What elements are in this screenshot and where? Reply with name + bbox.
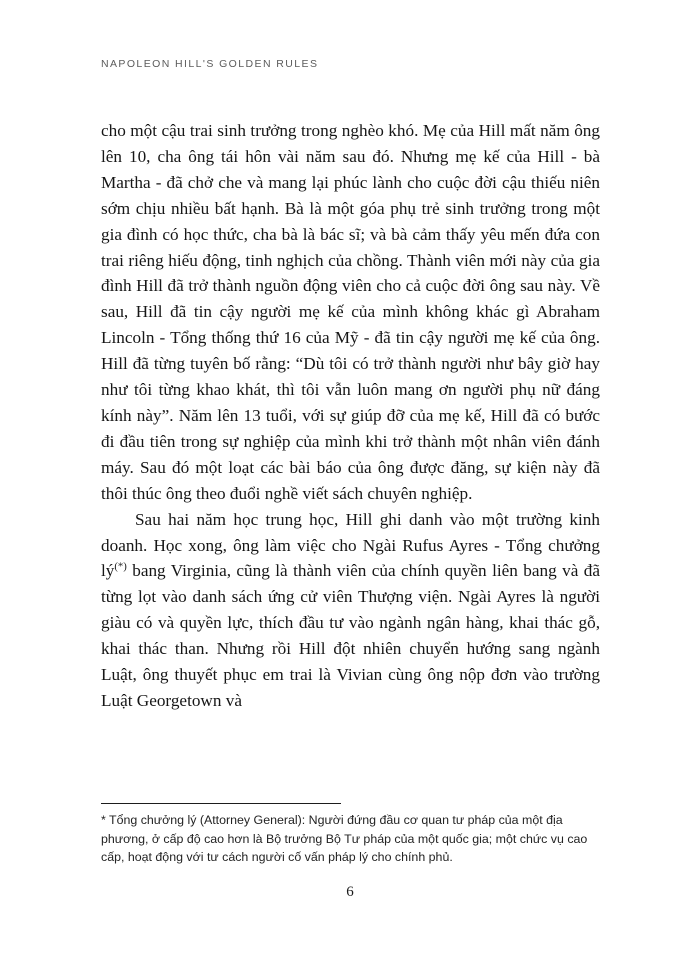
body-text-column <box>101 118 600 714</box>
body-paragraph: cho một cậu trai sinh trưởng trong nghèo khó. Mẹ của Hill mất năm ông lên 10, cha ông tái hôn vài năm sau đó. Nhưng mẹ kế của Hill - bà Martha - đã chở che và mang lại phúc lành cho cuộc đời cậu thiếu niên sớm chịu nhiều bất hạnh. Bà là một góa phụ trẻ sinh trưởng trong một gia đình có học thức, cha bà là bác sĩ; và bà cảm thấy yêu mến đứa con trai riêng hiếu động, tinh nghịch của chồng. Thành viên mới này của gia đình Hill đã trở thành nguồn động viên cho cả cuộc đời ông sau này. Về sau, Hill đã tin cậy người mẹ kế của mình không khác gì Abraham Lincoln - Tổng thống thứ 16 của Mỹ - đã tin cậy người mẹ kế của ông. Hill đã từng tuyên bố rằng: “Dù tôi có trở thành người như bây giờ hay như tôi từng khao khát, thì tôi vẫn luôn mang ơn người phụ nữ đáng kính này”. Năm lên 13 tuổi, với sự giúp đỡ của mẹ kế, Hill đã có bước đi đầu tiên trong sự nghiệp của mình khi trở thành một nhân viên đánh máy. Sau đó một loạt các bài báo của ông được đăng, sự kiện này đã thôi thúc ông theo đuổi nghề viết sách chuyên nghiệp. <box>101 121 600 503</box>
running-header: NAPOLEON HILL'S GOLDEN RULES <box>101 58 319 70</box>
paragraph-text-before-footnote-marker: Sau hai năm học trung học, Hill ghi danh vào một trường kinh doanh. Học xong, ông làm việc cho Ngài Rufus Ayres - Tổng chưởng lý <box>101 509 600 581</box>
footnote-reference-marker: (*) <box>114 561 127 573</box>
paragraph-text-after-footnote-marker: bang Virginia, cũng là thành viên của chính quyền liên bang và đã từng lọt vào danh sách ứng cử viên Thượng viện. Ngài Ayres là người giàu có và quyền lực, thích đầu tư vào ngành ngân hàng, khai thác gỗ, khai thác than. Nhưng rồi Hill đột nhiên chuyển hướng sang ngành Luật, ông thuyết phục em trai là Vivian cùng ông nộp đơn vào trường Luật Georgetown và <box>101 561 600 710</box>
page-number: 6 <box>346 884 354 900</box>
footnote-block <box>101 803 600 867</box>
footnote-text: * Tổng chưởng lý (Attorney General): Người đứng đầu cơ quan tư pháp của một địa phương, ở cấp độ cao hơn là Bộ trưởng Bộ Tư pháp của một quốc gia; một chức vụ cao cấp, hoạt động với tư cách người cố vấn pháp lý cho chính phủ. <box>101 813 588 865</box>
footnote-separator-rule <box>101 803 341 804</box>
body-paragraph <box>101 507 600 714</box>
